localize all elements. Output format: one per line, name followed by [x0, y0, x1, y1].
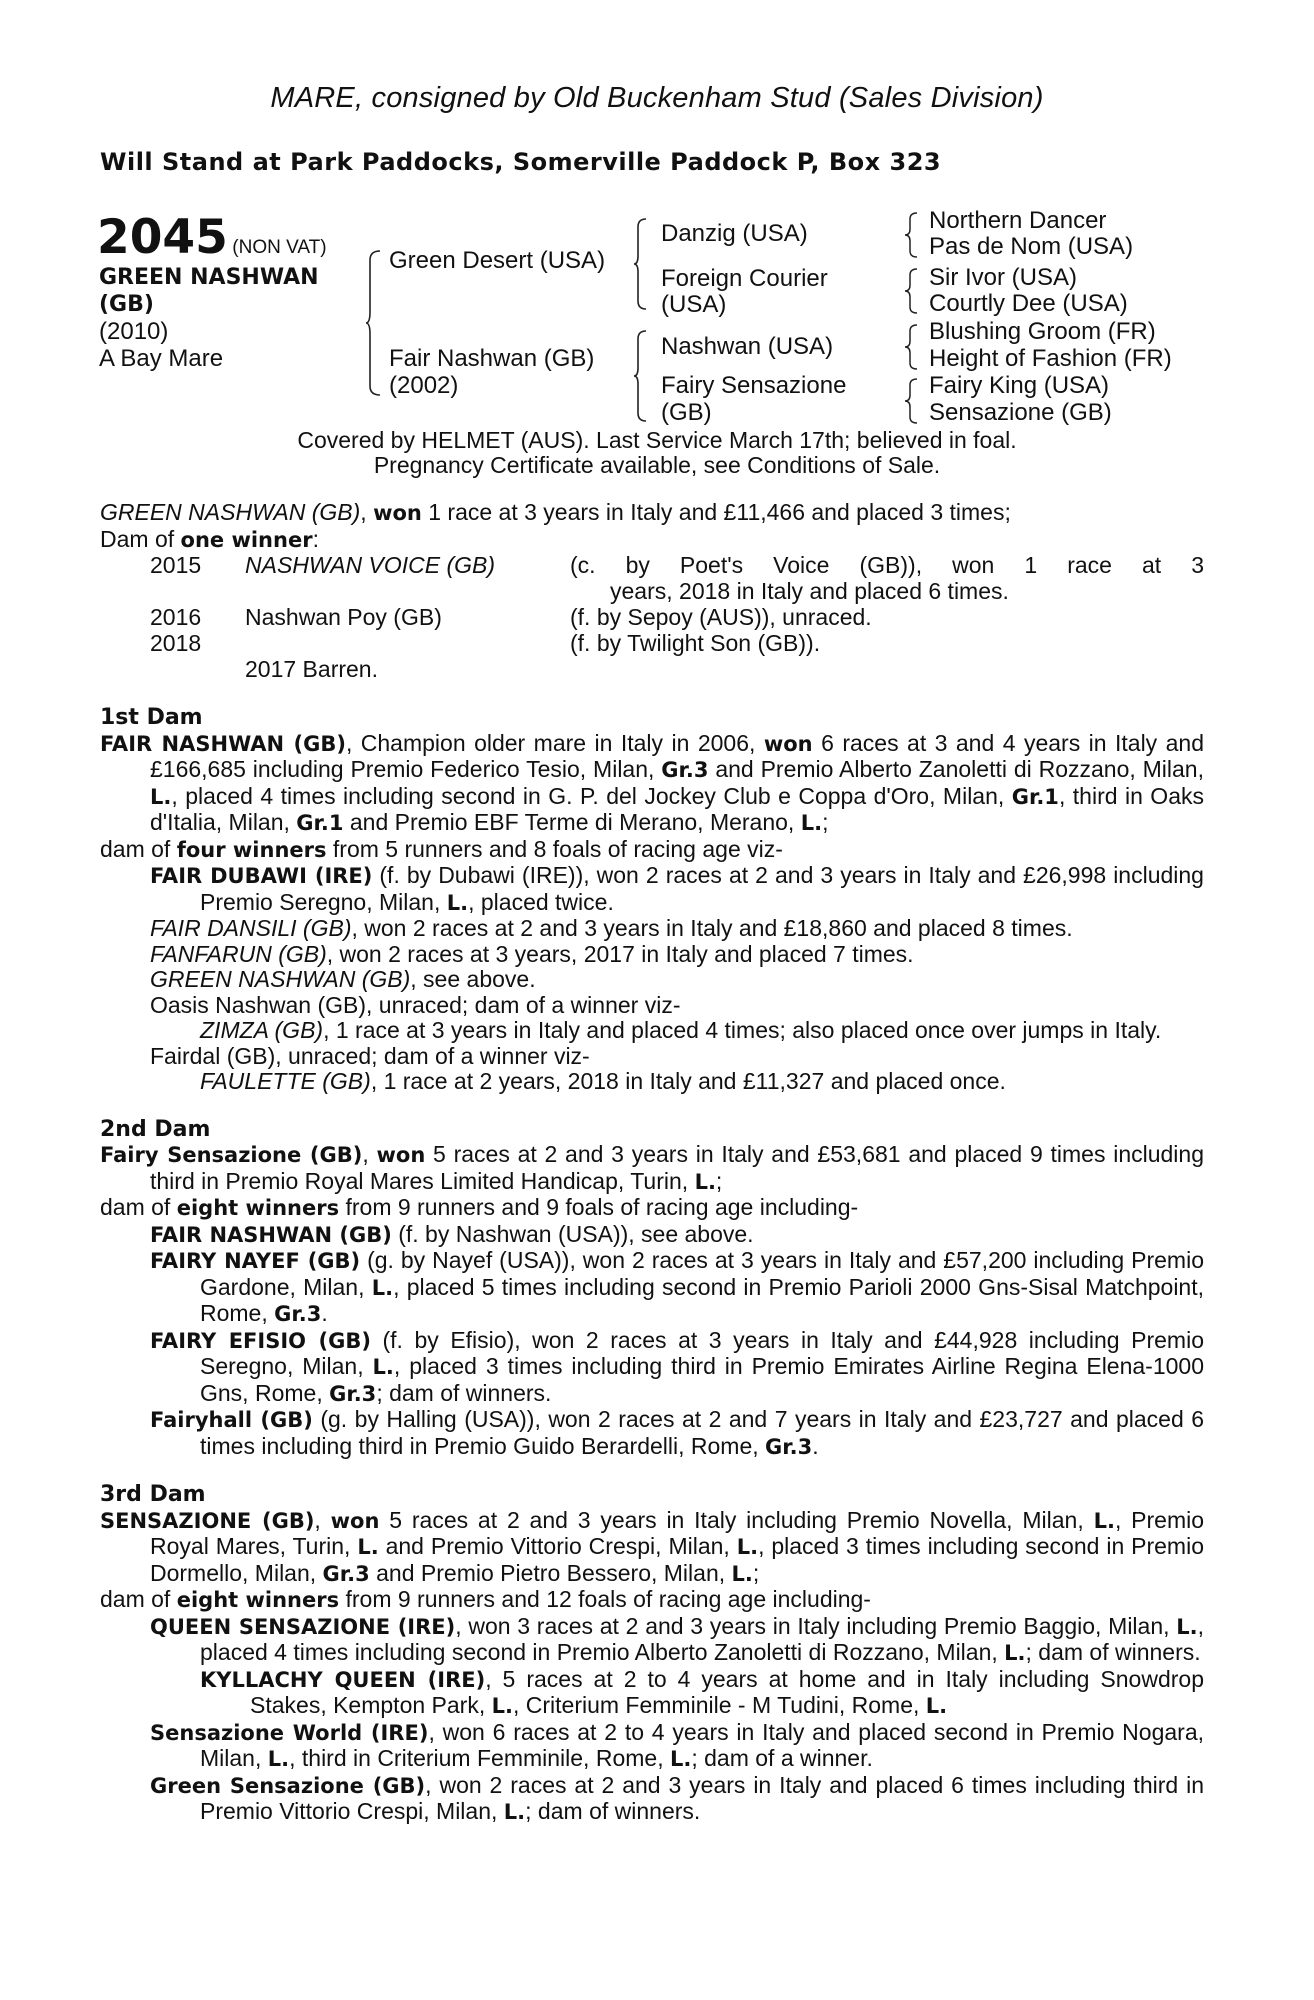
brace-ds	[905, 324, 919, 370]
pedigree-dsd: Height of Fashion (FR)	[929, 345, 1172, 372]
pedigree-dd: Fairy Sensazione	[661, 372, 847, 399]
pedigree-ds: Nashwan (USA)	[661, 333, 834, 360]
produce-row	[100, 631, 1204, 657]
brace-dam	[634, 330, 648, 422]
produce-year: 2015	[150, 552, 202, 578]
grand-foal: ZIMZA (GB), 1 race at 3 years in Italy and placed 4 times; also placed once over jumps in Italy.	[200, 1017, 1162, 1043]
brace-dd	[905, 378, 919, 424]
horse-description: A Bay Mare	[99, 345, 224, 372]
second-dam-produce-summary: dam of eight winners from 9 runners and 9 foals of racing age including-	[100, 1194, 859, 1220]
first-dam-foal: FAIR DUBAWI (IRE) (f. by Dubawi (IRE)), won 2 races at 2 and 3 years in Italy and £26,998 including Premio Seregno, Milan, L., placed twice.	[150, 862, 1204, 915]
brace-main	[366, 250, 382, 396]
lot-number: 2045	[97, 210, 228, 265]
pedigree-sd-country: (USA)	[661, 291, 727, 318]
produce-name: NASHWAN VOICE (GB)	[245, 552, 496, 578]
pedigree-dam-year: (2002)	[389, 372, 459, 399]
third-dam-heading: 3rd Dam	[100, 1482, 206, 1507]
barren-note: 2017 Barren.	[245, 656, 378, 682]
first-dam-foal: Oasis Nashwan (GB), unraced; dam of a winner viz-	[150, 991, 681, 1018]
summary-line: GREEN NASHWAN (GB), won 1 race at 3 years in Italy and £11,466 and placed 3 times;	[100, 499, 1011, 525]
summary-horse-name: GREEN NASHWAN (GB)	[100, 499, 361, 525]
second-dam-record: Fairy Sensazione (GB), won 5 races at 2 and 3 years in Italy and £53,681 and placed 9 times including third in Premio Royal Mares Limited Handicap, Turin, L.;	[100, 1141, 1205, 1194]
second-dam-foal: Fairyhall (GB) (g. by Halling (USA)), won 2 races at 2 and 7 years in Italy and £23,727 and placed 6 times including third in Premio Guido Berardelli, Rome, Gr.3.	[150, 1406, 1204, 1459]
horse-year: (2010)	[99, 318, 169, 345]
second-dam-foal: FAIR NASHWAN (GB) (f. by Nashwan (USA)), see above.	[150, 1220, 754, 1247]
produce-year: 2018	[150, 630, 202, 656]
page-title: MARE, consigned by Old Buckenham Stud (Sales Division)	[270, 82, 1044, 114]
brace-sd	[905, 268, 919, 314]
produce-row	[100, 553, 1204, 579]
pedigree-dds: Fairy King (USA)	[929, 372, 1110, 399]
pregnancy-line: Pregnancy Certificate available, see Conditions of Sale.	[373, 452, 941, 478]
pedigree-ssd: Pas de Nom (USA)	[929, 233, 1134, 260]
second-dam-foal: FAIRY EFISIO (GB) (f. by Efisio), won 2 races at 3 years in Italy and £44,928 including Premio Seregno, Milan, L., placed 3 times including third in Premio Emirates Airline Regina Elena-1000 Gns, Rome, Gr.3; dam of winners.	[150, 1326, 1205, 1406]
grand-foal: KYLLACHY QUEEN (IRE), 5 races at 2 to 4 years at home and in Italy including Snowdrop Stakes, Kempton Park, L., Criterium Femminile - M Tudini, Rome, L.	[200, 1665, 1204, 1718]
covered-line: Covered by HELMET (AUS). Last Service March 17th; believed in foal.	[297, 427, 1017, 453]
grand-foal: FAULETTE (GB), 1 race at 2 years, 2018 in Italy and £11,327 and placed once.	[200, 1068, 1006, 1094]
second-dam-foal: FAIRY NAYEF (GB) (g. by Nayef (USA)), won 2 races at 3 years in Italy and £57,200 including Premio Gardone, Milan, L., placed 5 times including second in Premio Parioli 2000 Gns-Sisal Matchpoint, Rome, Gr.3.	[150, 1247, 1205, 1326]
first-dam-foal: Fairdal (GB), unraced; dam of a winner viz-	[150, 1042, 590, 1069]
produce-year: 2016	[150, 604, 202, 630]
produce-row-continued: years, 2018 in Italy and placed 6 times.	[610, 578, 1009, 604]
summary-won: won	[373, 501, 422, 525]
pedigree-ss: Danzig (USA)	[661, 220, 808, 247]
summary-record: 1 race at 3 years in Italy and £11,466 and placed 3 times;	[421, 499, 1011, 525]
pedigree-sd: Foreign Courier	[661, 265, 828, 292]
horse-name-suffix: (GB)	[99, 292, 154, 317]
pedigree-dd-country: (GB)	[661, 399, 712, 426]
second-dam-heading: 2nd Dam	[100, 1116, 211, 1142]
summary-dam-of: Dam of one winner:	[100, 525, 319, 552]
brace-sire	[634, 218, 648, 310]
barren-row	[100, 657, 1204, 683]
vat-status: (NON VAT)	[232, 237, 327, 258]
first-dam-foal: FANFARUN (GB), won 2 races at 3 years, 2017 in Italy and placed 7 times.	[150, 940, 914, 967]
horse-name: GREEN NASHWAN	[99, 265, 319, 290]
produce-description: (c. by Poet's Voice (GB)), won 1 race at 3	[570, 552, 1204, 578]
third-dam-record: SENSAZIONE (GB), won 5 races at 2 and 3 years in Italy including Premio Novella, Milan, L., Premio Royal Mares, Turin, L. and Premio Vittorio Crespi, Milan, L., placed 3 times including second in Premio Dormello, Milan, Gr.3 and Premio Pietro Bessero, Milan, L.;	[100, 1506, 1205, 1586]
brace-ss	[905, 212, 919, 258]
third-dam-produce-summary: dam of eight winners from 9 runners and 12 foals of racing age including-	[100, 1586, 871, 1612]
produce-row	[100, 605, 1204, 631]
pedigree-ddd: Sensazione (GB)	[929, 399, 1112, 426]
first-dam-produce-summary: dam of four winners from 5 runners and 8 foals of racing age viz-	[100, 835, 783, 862]
lot-heading	[97, 210, 327, 265]
third-dam-foal: Green Sensazione (GB), won 2 races at 2 and 3 years in Italy and placed 6 times including third in Premio Vittorio Crespi, Milan, L.; dam of winners.	[150, 1771, 1204, 1824]
first-dam-record: FAIR NASHWAN (GB), Champion older mare in Italy in 2006, won 6 races at 3 and 4 years in Italy and £166,685 including Premio Federico Tesio, Milan, Gr.3 and Premio Alberto Zanoletti di Rozzano, Milan, L., placed 4 times including second in G. P. del Jockey Club e Coppa d'Oro, Milan, Gr.1, third in Oaks d'Italia, Milan, Gr.1 and Premio EBF Terme di Merano, Merano, L.;	[100, 729, 1205, 835]
pedigree-sire: Green Desert (USA)	[389, 247, 606, 274]
pedigree-sds: Sir Ivor (USA)	[929, 264, 1078, 291]
first-dam-heading: 1st Dam	[100, 705, 203, 730]
produce-name: Nashwan Poy (GB)	[245, 604, 442, 630]
produce-description: (f. by Twilight Son (GB)).	[570, 630, 821, 656]
third-dam-foal: QUEEN SENSAZIONE (IRE), won 3 races at 2 and 3 years in Italy including Premio Baggio, Milan, L., placed 4 times including second in Premio Alberto Zanoletti di Rozzano, Milan, L.; dam of winners.	[150, 1612, 1204, 1665]
stand-location: Will Stand at Park Paddocks, Somerville Paddock P, Box 323	[100, 148, 942, 176]
first-dam-foal: FAIR DANSILI (GB), won 2 races at 2 and 3 years in Italy and £18,860 and placed 8 times.	[150, 915, 1073, 941]
pedigree-dss: Blushing Groom (FR)	[929, 318, 1156, 345]
produce-description: (f. by Sepoy (AUS)), unraced.	[570, 604, 872, 630]
pedigree-sdd: Courtly Dee (USA)	[929, 290, 1128, 317]
pedigree-sss: Northern Dancer	[929, 207, 1107, 234]
first-dam-foal: GREEN NASHWAN (GB), see above.	[150, 966, 536, 992]
third-dam-foal: Sensazione World (IRE), won 6 races at 2 to 4 years in Italy and placed second in Premio Nogara, Milan, L., third in Criterium Femminile, Rome, L.; dam of a winner.	[150, 1718, 1205, 1771]
pedigree-dam: Fair Nashwan (GB)	[389, 345, 595, 372]
catalogue-body	[100, 500, 1204, 1826]
summary-winners-count: one winner	[180, 527, 313, 552]
